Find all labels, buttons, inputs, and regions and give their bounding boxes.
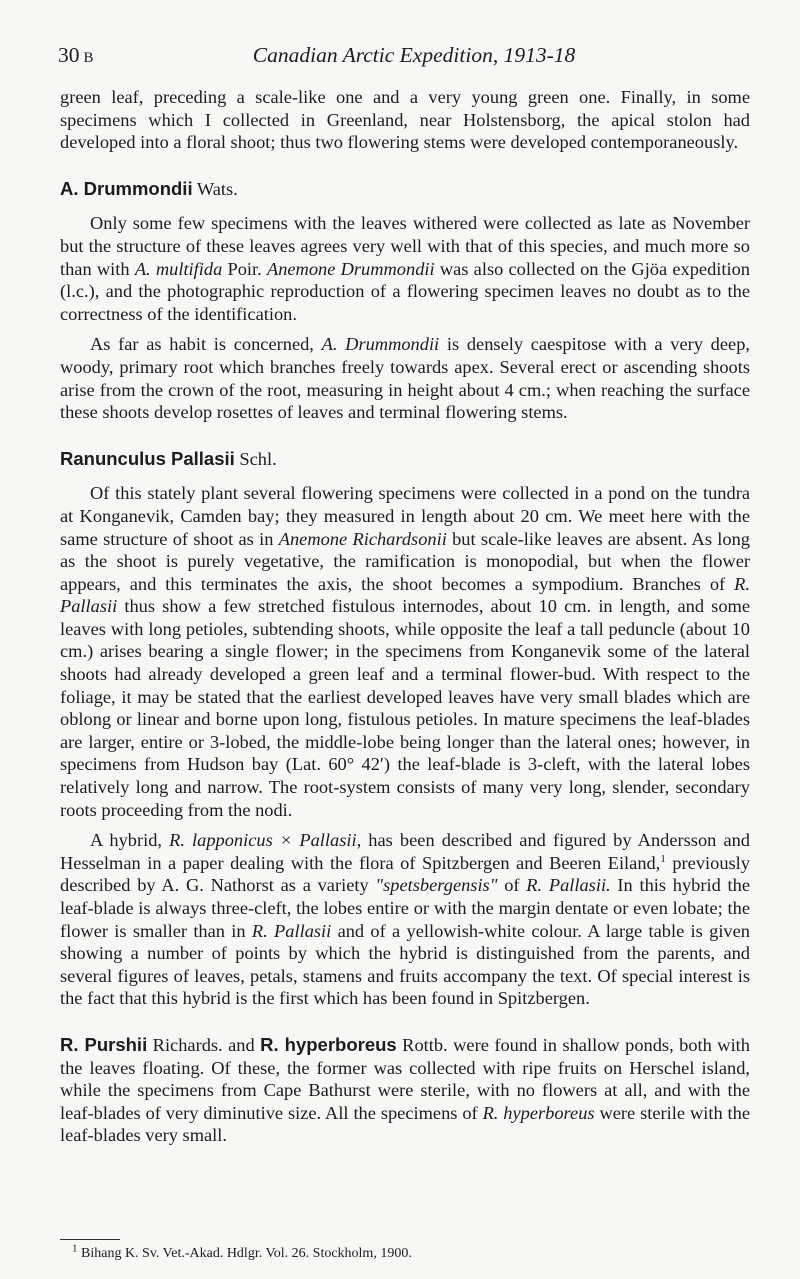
footnote: $^1$ Bihang K. Sv. Vet.-Akad. Hdlgr. Vol. 26. Stockholm, 1900. <box>72 1242 412 1261</box>
section-heading-pallasii: Ranunculus Pallasii Schl. <box>60 447 277 469</box>
section-heading-drummondii: A. Drummondii Wats. <box>60 177 238 199</box>
footnote-reference: 1 <box>660 852 666 865</box>
paragraph-pallasii-2: A hybrid, R. lapponicus × Pallasii, has been described and figured by Andersson and Hesselman in a paper dealing with the flora of Spitzbergen and Beeren Eiland,$^1$ previously described by A. G. Nathorst as a variety "spetsbergensis" of R. Pallasii. In this hybrid the leaf-blade is always three-cleft, the lobes entire or with the margin dentate or even lobate; the flower is smaller than in R. Pallasii and of a yellowish-white colour. A large table is given showing a number of points by which the hybrid is distinguished from the parents, and several figures of leaves, petals, stamens and fruits accompany the text. Of special interest is the fact that this hybrid is the first which has been found in Spitzbergen. <box>60 830 750 1009</box>
running-title: Canadian Arctic Expedition, 1913-18 <box>252 43 576 67</box>
paragraph-drummondii-2: As far as habit is concerned, A. Drummondii is densely caespitose with a very deep, woody, primary root which branches freely towards apex. Several erect or ascending shoots arise from the crown of the root, measuring in height about 4 cm.; when reaching the surface these shoots develop rosettes of leaves and terminal flowering stems. <box>60 334 750 423</box>
paragraph-pallasii-1: Of this stately plant several flowering specimens were collected in a pond on the tundra at Konganevik, Camden bay; they measured in length about 20 cm. We meet here with the same structure of shoot as in Anemone Richardsonii but scale-like leaves are absent. As long as the shoot is purely vegetative, the ramification is monopodial, but when the flower appears, and this terminates the axis, the shoot becomes a sympodium. Branches of R. Pallasii thus show a few stretched fistulous internodes, about 10 cm. in length, and some leaves with long petioles, subtending shoots, while opposite the leaf a tall peduncle (about 10 cm.) arises bearing a single flower; in the specimens from Konganevik some of the lateral shoots had already developed a green leaf and a terminal flower-bud. With respect to the foliage, it may be stated that the earliest developed leaves have very small blades which are oblong or linear and borne upon long, fistulous petioles. In mature specimens the leaf-blades are larger, entire or 3-lobed, the middle-lobe being longer than the lateral ones; however, in specimens from Hudson bay (Lat. 60° 42′) the leaf-blade is 3-cleft, with the lateral lobes relatively long and narrow. The root-system consists of many very long, slender, secondary roots proceeding from the nodi. <box>60 483 750 820</box>
body-text <box>60 86 750 1147</box>
paragraph-continued: green leaf, preceding a scale-like one and a very young green one. Finally, in some specimens which I collected in Greenland, near Holstensborg, the apical stolon had developed into a floral shoot; thus two flowering stems were developed contemporaneously. <box>60 87 750 153</box>
page-suffix: B <box>83 50 94 66</box>
footnote-marker: 1 <box>72 1242 78 1255</box>
footnote-divider <box>60 1239 120 1240</box>
page-number: 30 B <box>58 43 94 67</box>
paragraph-drummondii-1: Only some few specimens with the leaves withered were collected as late as November but the structure of these leaves agrees very well with that of this species, and much more so than with A. multifida Poir. Anemone Drummondii was also collected on the Gjöa expedition (l.c.), and the photographic reproduction of a flowering specimen leaves no doubt as to the correctness of the identification. <box>60 213 751 324</box>
paragraph-purshii: R. Purshii Richards. and R. hyperboreus Rottb. were found in shallow ponds, both with the leaves floating. Of these, the former was collected with ripe fruits on Herschel island, while the specimens from Cape Bathurst were sterile, with no flowers at all, and with the leaf-blades of very diminutive size. All the specimens of R. hyperboreus were sterile with the leaf-blades very small. <box>60 1033 751 1146</box>
